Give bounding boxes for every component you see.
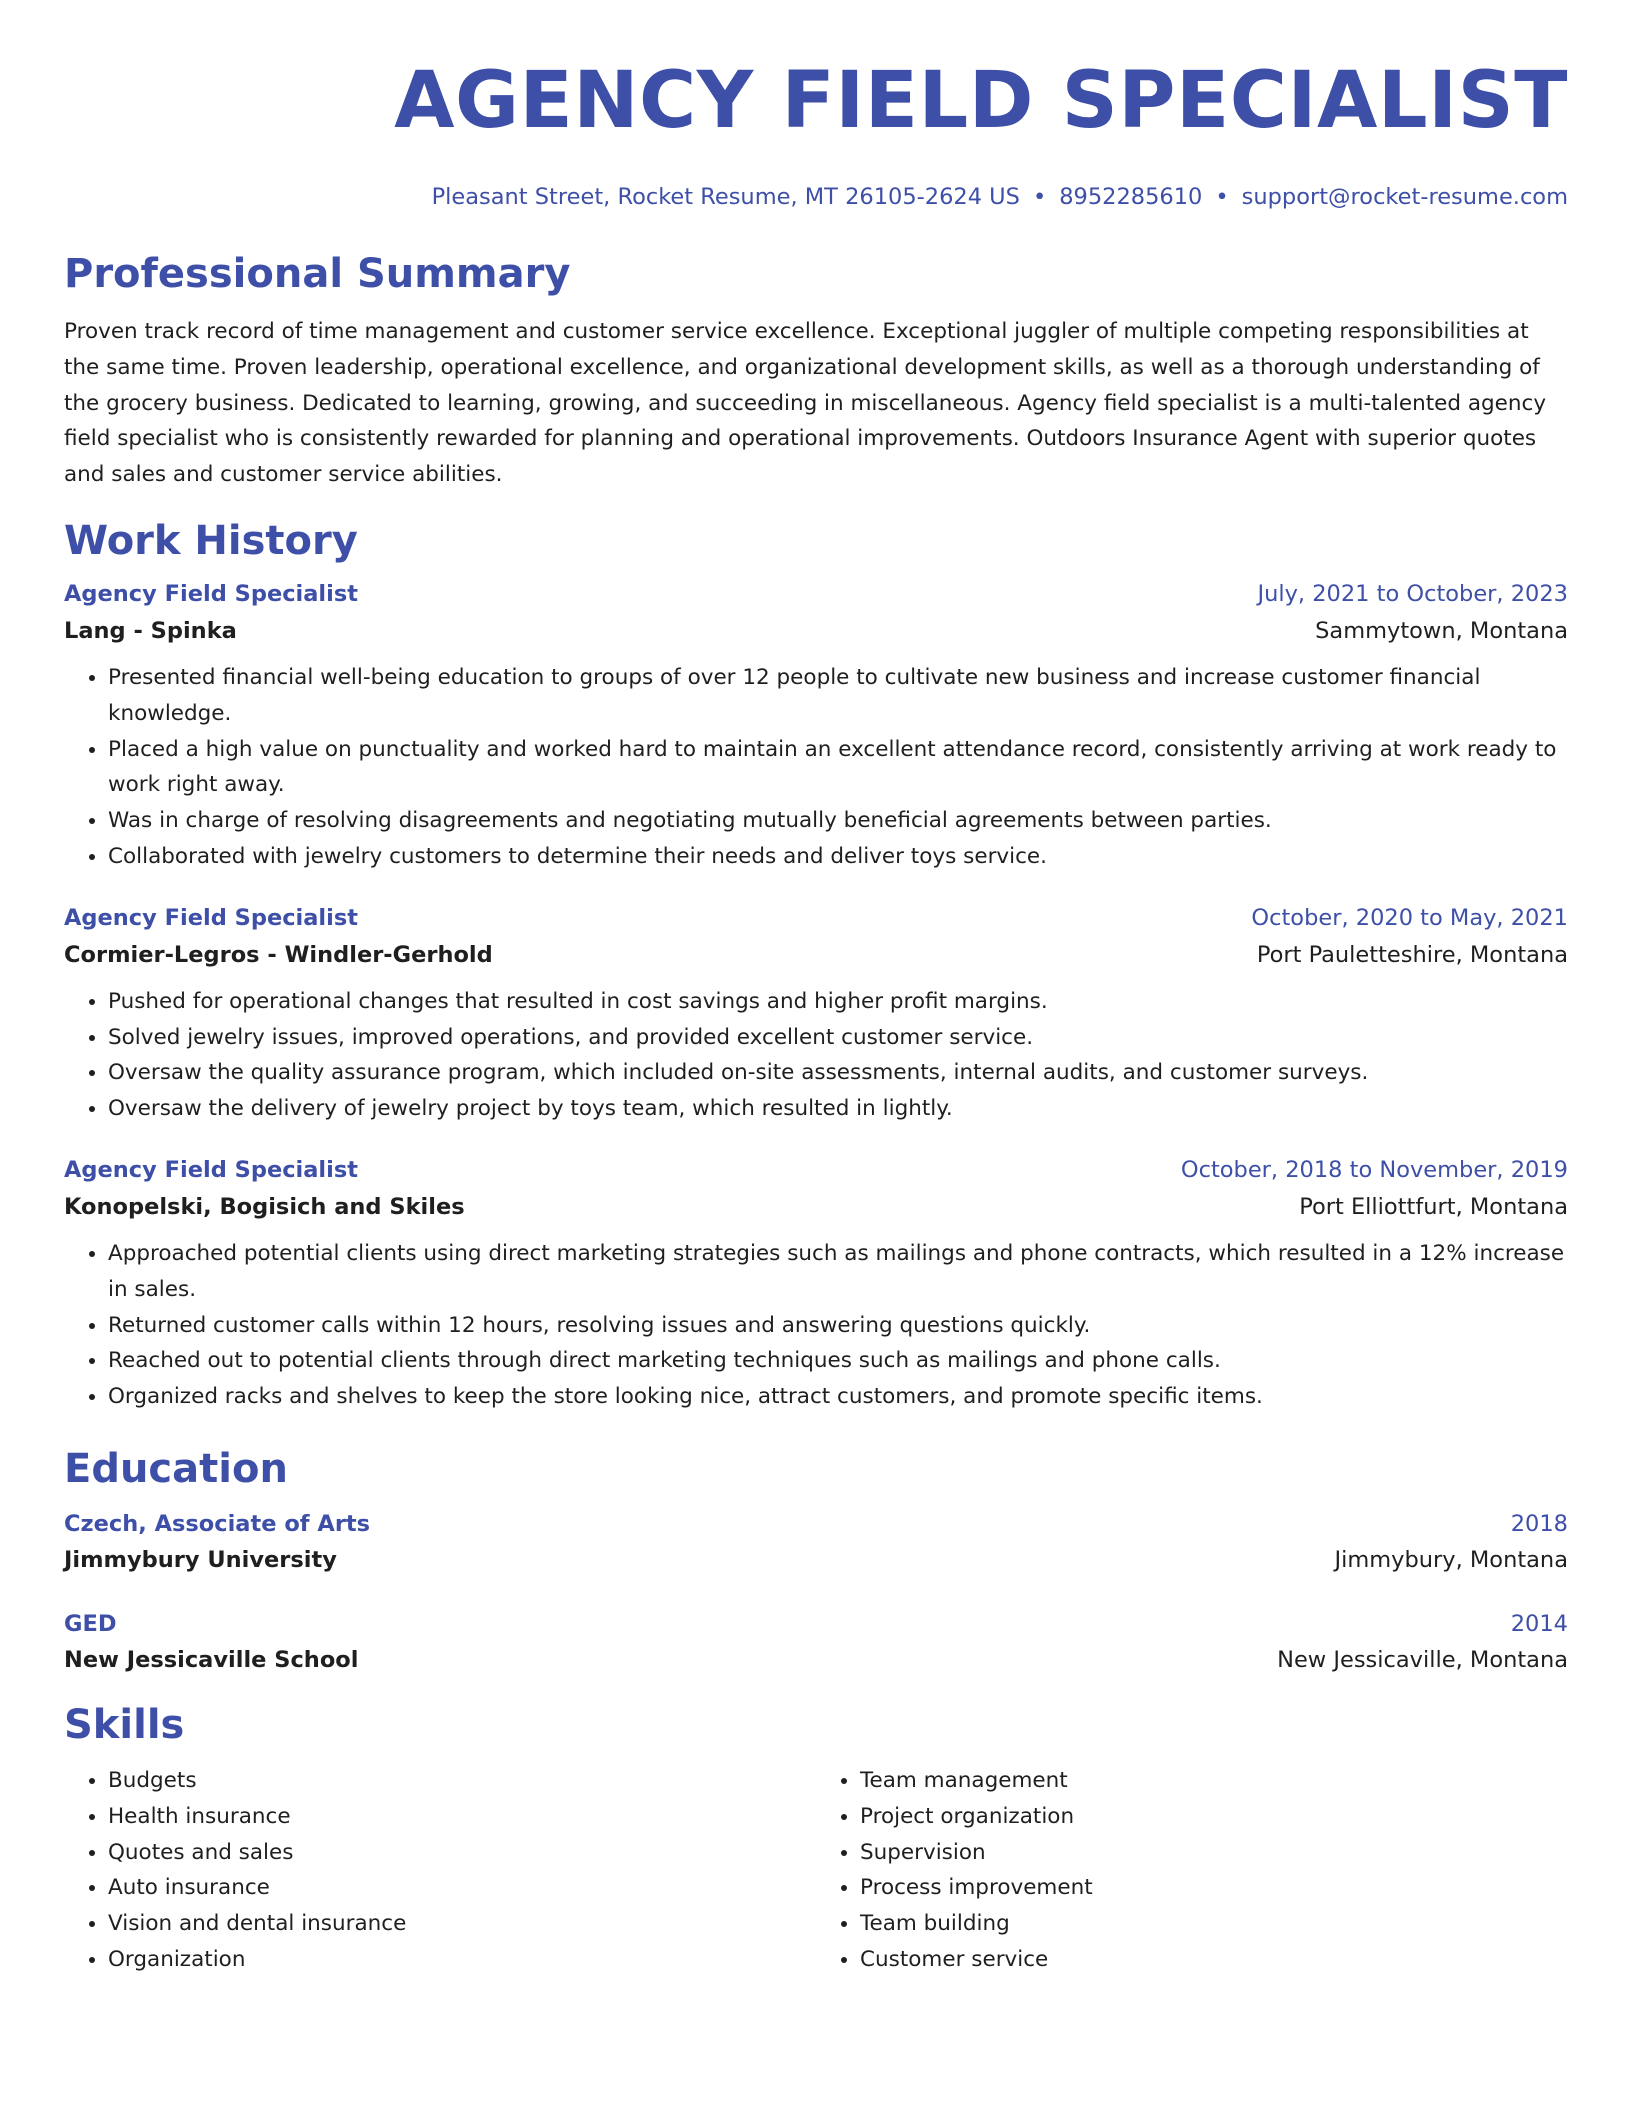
list-item: • Placed a high value on punctuality and worked hard to maintain an excellent attendance record, consistently arriving at work ready to work right away. — [108, 732, 1568, 804]
job-location: Sammytown, Montana — [1315, 617, 1568, 644]
skills-list-left — [64, 1763, 816, 1978]
job-dates: October, 2018 to November, 2019 — [1180, 1156, 1568, 1183]
email-link[interactable]: support@rocket-resume.com — [1241, 184, 1568, 210]
list-item: • Team management — [860, 1763, 1568, 1799]
list-item: • Oversaw the delivery of jewelry project by toys team, which resulted in lightly. — [108, 1091, 1568, 1127]
job-header — [64, 905, 1568, 931]
list-item: • Was in charge of resolving disagreements and negotiating mutually beneficial agreements between parties. — [108, 803, 1568, 839]
section-heading: Education — [64, 1445, 288, 1492]
list-item: • Approached potential clients using direct marketing strategies such as mailings and phone contracts, which resulted in a 12% increase in sales. — [108, 1236, 1568, 1308]
job-role: Agency Field Specialist — [64, 580, 359, 607]
skills-section — [64, 1703, 1568, 1978]
education-entry — [64, 1611, 1568, 1673]
resume-title: AGENCY FIELD SPECIALIST — [394, 56, 1568, 146]
job-subheader — [64, 942, 1568, 968]
job-entry — [64, 905, 1568, 1127]
list-item: • Quotes and sales — [108, 1835, 816, 1871]
skills-columns — [64, 1763, 1568, 1978]
school-location: New Jessicaville, Montana — [1277, 1646, 1568, 1673]
list-item: • Presented financial well-being education to groups of over 12 people to cultivate new business and increase customer financial knowledge. — [108, 660, 1568, 732]
job-role: Agency Field Specialist — [64, 904, 359, 931]
list-item: • Budgets — [108, 1763, 816, 1799]
education-subheader — [64, 1647, 1568, 1673]
list-item: • Project organization — [860, 1799, 1568, 1835]
phone: 8952285610 — [1059, 184, 1203, 210]
list-item: • Vision and dental insurance — [108, 1906, 816, 1942]
list-item: • Customer service — [860, 1942, 1568, 1978]
job-subheader — [64, 1194, 1568, 1220]
section-heading: Professional Summary — [64, 251, 571, 297]
list-item: • Oversaw the quality assurance program, which included on-site assessments, internal audits, and customer surveys. — [108, 1055, 1568, 1091]
contact-line — [64, 184, 1568, 211]
list-item: • Returned customer calls within 12 hours, resolving issues and answering questions quickly. — [108, 1308, 1568, 1344]
list-item: • Process improvement — [860, 1870, 1568, 1906]
education-header — [64, 1511, 1568, 1537]
job-header — [64, 581, 1568, 607]
job-subheader — [64, 618, 1568, 644]
list-item: • Pushed for operational changes that resulted in cost savings and higher profit margins. — [108, 984, 1568, 1020]
list-item: • Solved jewelry issues, improved operations, and provided excellent customer service. — [108, 1020, 1568, 1056]
education-section — [64, 1447, 1568, 1673]
job-bullets — [64, 984, 1568, 1127]
list-item: • Reached out to potential clients through direct marketing techniques such as mailings and phone calls. — [108, 1343, 1568, 1379]
school-name: New Jessicaville School — [64, 1646, 359, 1673]
job-header — [64, 1157, 1568, 1183]
school-location: Jimmybury, Montana — [1334, 1546, 1568, 1573]
list-item: • Team building — [860, 1906, 1568, 1942]
job-company: Cormier-Legros - Windler-Gerhold — [64, 941, 493, 968]
list-item: • Supervision — [860, 1835, 1568, 1871]
degree: GED — [64, 1610, 117, 1637]
education-header — [64, 1611, 1568, 1637]
section-heading: Work History — [64, 517, 358, 564]
separator-dot: • — [1215, 184, 1229, 210]
summary-section — [64, 252, 1568, 493]
job-entry — [64, 1157, 1568, 1415]
school-name: Jimmybury University — [64, 1546, 337, 1573]
education-entry — [64, 1511, 1568, 1573]
list-item: • Health insurance — [108, 1799, 816, 1835]
job-bullets — [64, 660, 1568, 875]
list-item: • Organization — [108, 1942, 816, 1978]
section-heading: Skills — [64, 1701, 185, 1748]
job-company: Lang - Spinka — [64, 617, 237, 644]
list-item: • Organized racks and shelves to keep the store looking nice, attract customers, and promote specific items. — [108, 1379, 1568, 1415]
education-year: 2018 — [1510, 1510, 1568, 1537]
job-bullets — [64, 1236, 1568, 1415]
list-item: • Auto insurance — [108, 1870, 816, 1906]
job-role: Agency Field Specialist — [64, 1156, 359, 1183]
education-subheader — [64, 1547, 1568, 1573]
job-company: Konopelski, Bogisich and Skiles — [64, 1193, 465, 1220]
skills-list-right — [816, 1763, 1568, 1978]
job-dates: October, 2020 to May, 2021 — [1251, 904, 1568, 931]
list-item: • Collaborated with jewelry customers to determine their needs and deliver toys service. — [108, 839, 1568, 875]
separator-dot: • — [1032, 184, 1047, 210]
degree: Czech, Associate of Arts — [64, 1510, 371, 1537]
job-location: Port Pauletteshire, Montana — [1256, 941, 1568, 968]
work-history-section — [64, 519, 1568, 1415]
address: Pleasant Street, Rocket Resume, MT 26105-2624 US — [431, 184, 1020, 210]
education-year: 2014 — [1510, 1610, 1568, 1637]
job-location: Port Elliottfurt, Montana — [1299, 1193, 1568, 1220]
summary-text: Proven track record of time management and customer service excellence. Exceptional juggler of multiple competing responsibilities at the same time. Proven leadership, operational excellence, and organizational development skills, as well as a thorough understanding of the grocery business. Dedicated to learning, growing, and succeeding in miscellaneous. Agency field specialist is a multi-talented agency field specialist who is consistently rewarded for planning and operational improvements. Outdoors Insurance Agent with superior quotes and sales and customer service abilities. — [64, 319, 1547, 488]
job-dates: July, 2021 to October, 2023 — [1257, 580, 1568, 607]
job-entry — [64, 581, 1568, 875]
